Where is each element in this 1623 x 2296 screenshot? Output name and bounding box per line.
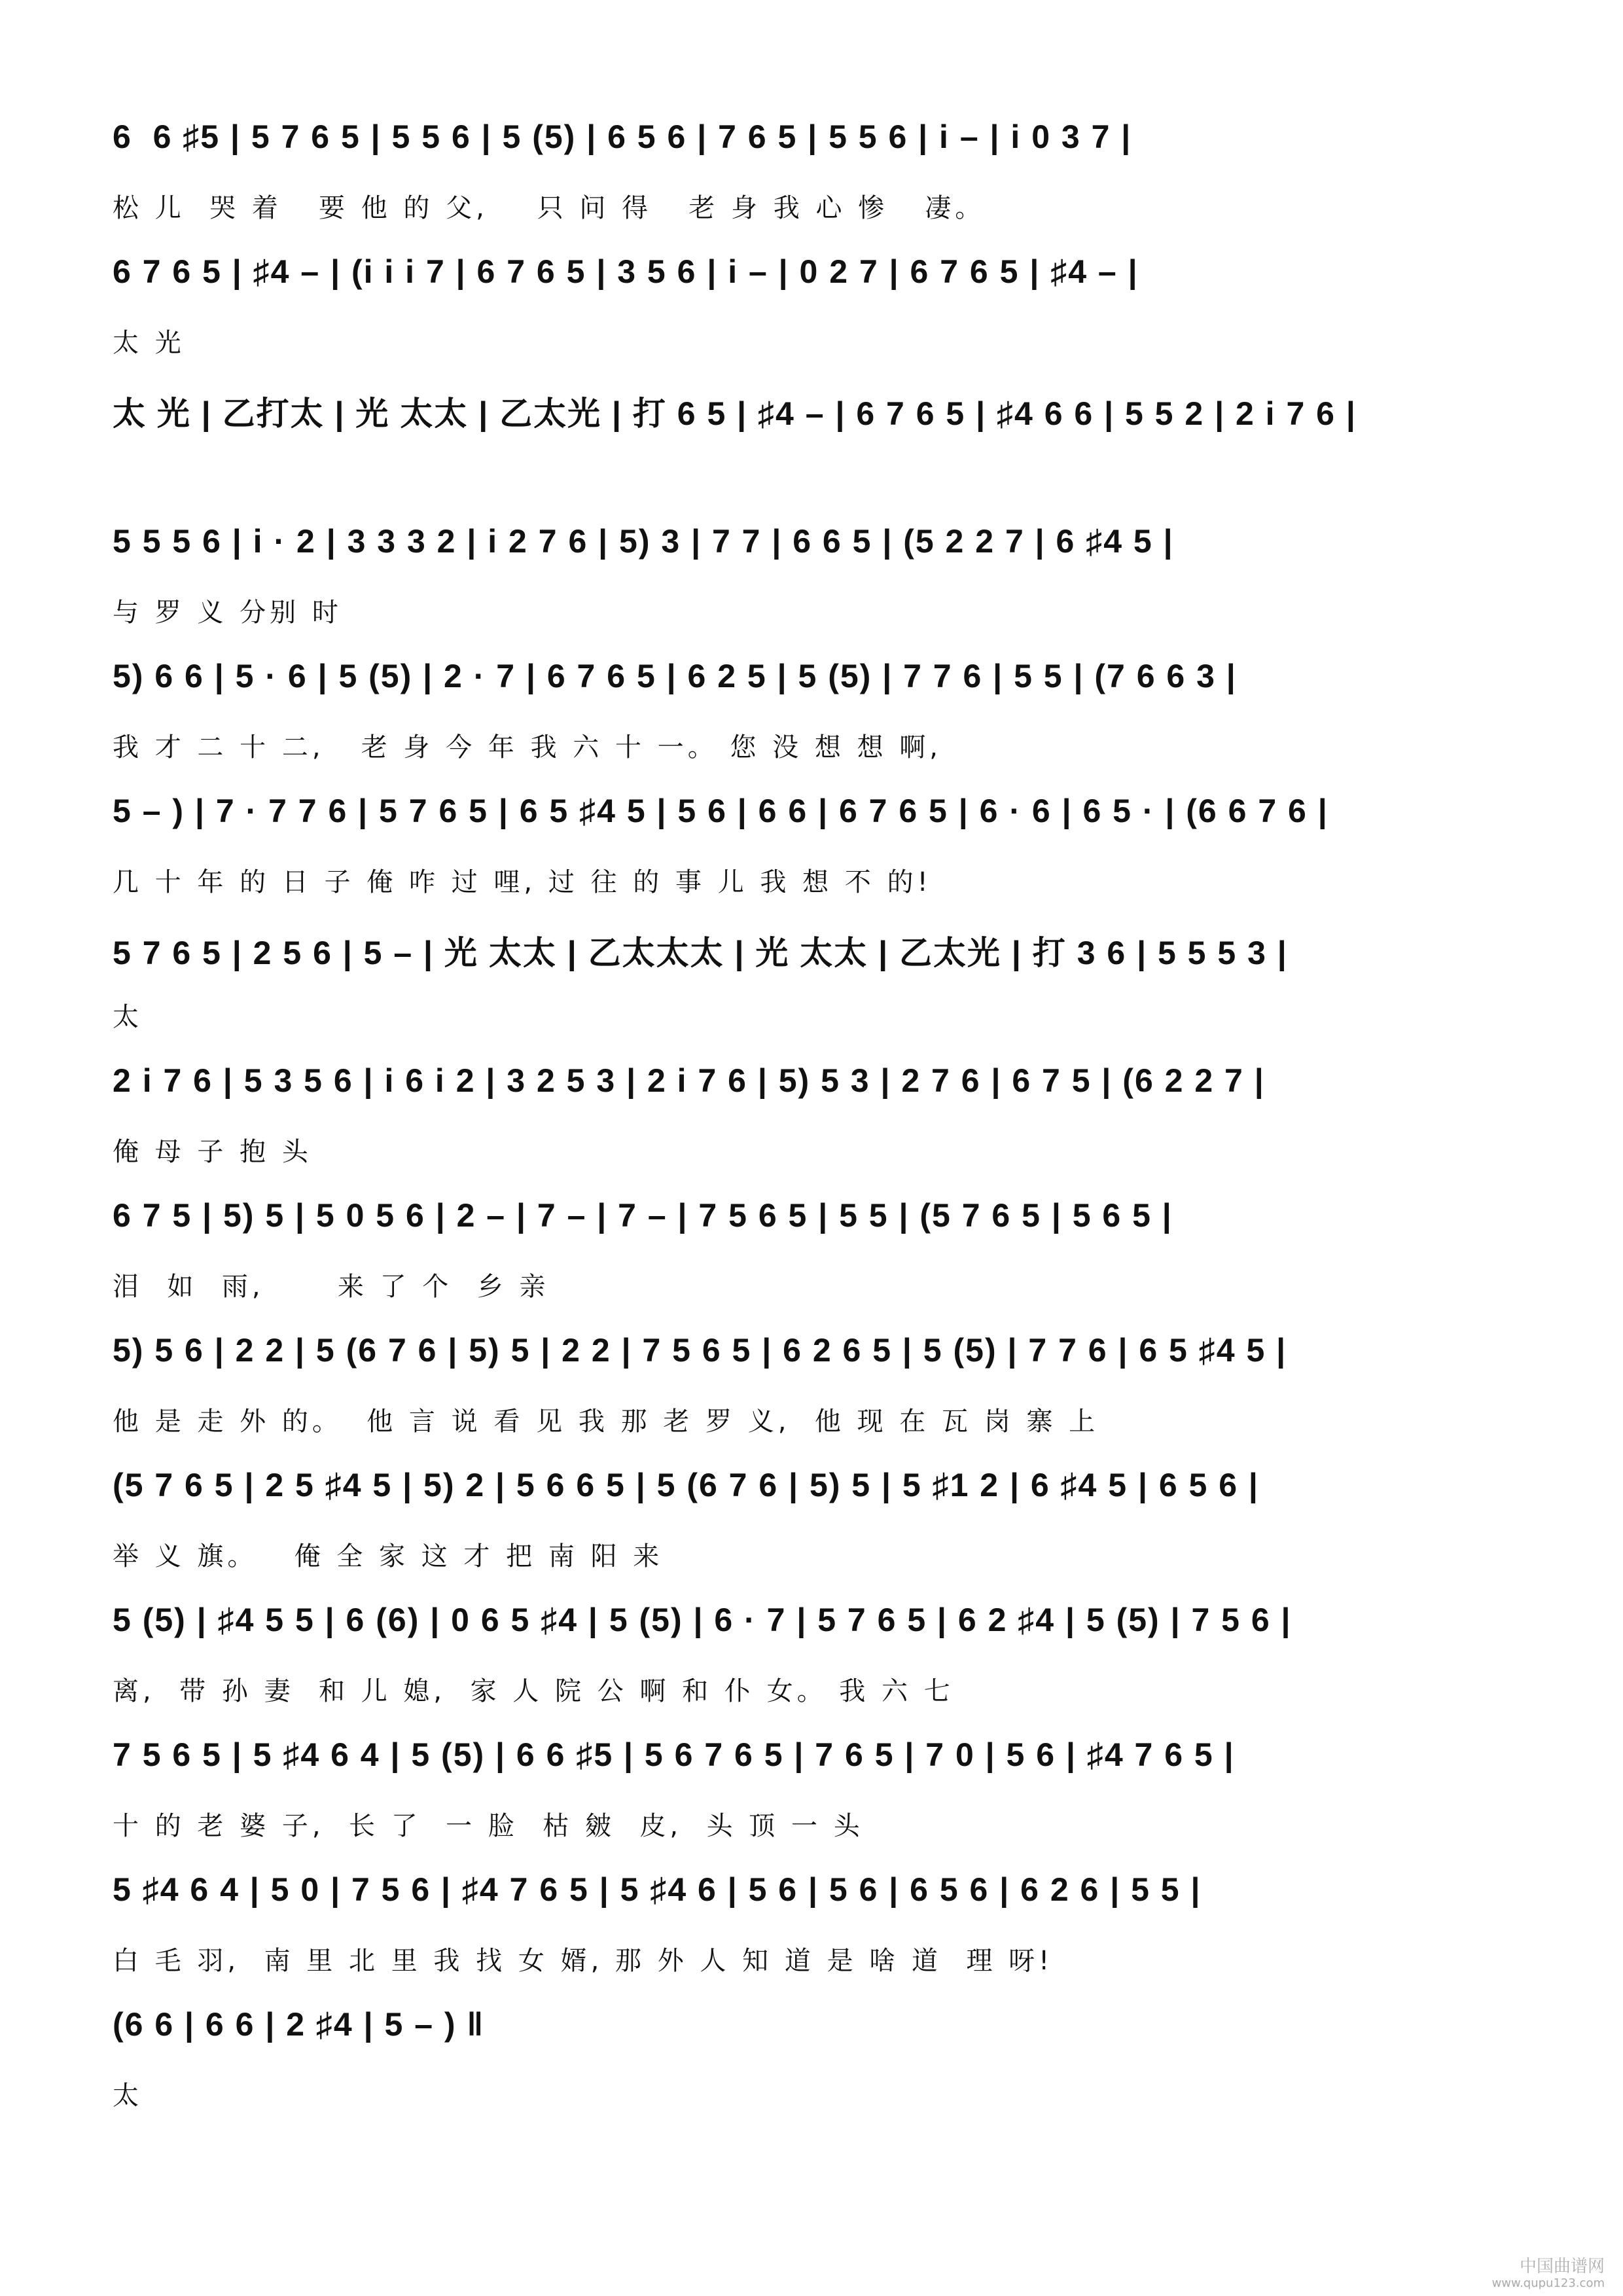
lyric-row: 十 的 老 婆 子, 长 了 一 脸 枯 皴 皮, 头 顶 一 头 <box>113 1811 864 1841</box>
lyric-row: 松 儿 哭 着 要 他 的 父, 只 问 得 老 身 我 心 惨 凄。 <box>113 193 986 223</box>
lyric-row: 几 十 年 的 日 子 俺 咋 过 哩, 过 往 的 事 儿 我 想 不 的! <box>113 867 932 897</box>
watermark-logo: 中国曲谱网 <box>1519 2257 1605 2276</box>
lyric-row: 我 才 二 十 二, 老 身 今 年 我 六 十 一。 您 没 想 想 啊, <box>113 732 942 762</box>
site-watermark <box>1492 2258 1605 2292</box>
notation-row: 5) 5 6 | 2 2 | 5 (6 7 6 | 5) 5 | 2 2 | 7 5 6 5 | 6 2 6 5 | 5 (5) | 7 7 6 | 6 5 ♯4 5 | <box>113 1332 1287 1369</box>
notation-row: 5 7 6 5 | 2 5 6 | 5 – | 光 太太 | 乙太太太 | 光 太太 | 乙太光 | 打 3 6 | 5 5 5 3 | <box>113 935 1288 971</box>
lyric-row: 离, 带 孙 妻 和 儿 媳, 家 人 院 公 啊 和 仆 女。 我 六 七 <box>113 1676 954 1706</box>
notation-row: 5) 6 6 | 5 · 6 | 5 (5) | 2 · 7 | 6 7 6 5 | 6 2 5 | 5 (5) | 7 7 6 | 5 5 | (7 6 6 3 | <box>113 658 1237 694</box>
lyric-row: 他 是 走 外 的。 他 言 说 看 见 我 那 老 罗 义, 他 现 在 瓦 岗 寨 上 <box>113 1407 1099 1437</box>
notation-row: 5 5 5 6 | i · 2 | 3 3 3 2 | i 2 7 6 | 5) 3 | 7 7 | 6 6 5 | (5 2 2 7 | 6 ♯4 5 | <box>113 523 1174 560</box>
notation-row: 5 – ) | 7 · 7 7 6 | 5 7 6 5 | 6 5 ♯4 5 | 5 6 | 6 6 | 6 7 6 5 | 6 · 6 | 6 5 · | (6 6 7 6 | <box>113 793 1329 829</box>
notation-row: 5 ♯4 6 4 | 5 0 | 7 5 6 | ♯4 7 6 5 | 5 ♯4 6 | 5 6 | 5 6 | 6 5 6 | 6 2 6 | 5 5 | <box>113 1871 1202 1908</box>
lyric-row: 太 光 <box>113 328 185 358</box>
lyric-row: 俺 母 子 抱 头 <box>113 1137 312 1167</box>
notation-row: 6 7 5 | 5) 5 | 5 0 5 6 | 2 – | 7 – | 7 – | 7 5 6 5 | 5 5 | (5 7 6 5 | 5 6 5 | <box>113 1197 1173 1234</box>
lyric-row: 白 毛 羽, 南 里 北 里 我 找 女 婿, 那 外 人 知 道 是 啥 道 理 呀! <box>113 1946 1054 1976</box>
notation-row: 6 7 6 5 | ♯4 – | (i i i 7 | 6 7 6 5 | 3 5 6 | i – | 0 2 7 | 6 7 6 5 | ♯4 – | <box>113 253 1139 290</box>
watermark-url: www.qupu123.com <box>1491 2276 1605 2290</box>
notation-row: (5 7 6 5 | 2 5 ♯4 5 | 5) 2 | 5 6 6 5 | 5 (6 7 6 | 5) 5 | 5 ♯1 2 | 6 ♯4 5 | 6 5 6 | <box>113 1467 1259 1503</box>
lyric-row: 与 罗 义 分别 时 <box>113 598 342 628</box>
notation-row: 7 5 6 5 | 5 ♯4 6 4 | 5 (5) | 6 6 ♯5 | 5 6 7 6 5 | 7 6 5 | 7 0 | 5 6 | ♯4 7 6 5 | <box>113 1736 1235 1773</box>
lyric-row: 太 <box>113 2081 143 2111</box>
lyric-row: 举 义 旗。 俺 全 家 这 才 把 南 阳 来 <box>113 1541 664 1571</box>
notation-row: 2 i 7 6 | 5 3 5 6 | i 6 i 2 | 3 2 5 3 | 2 i 7 6 | 5) 5 3 | 2 7 6 | 6 7 5 | (6 2 2 7 | <box>113 1062 1265 1099</box>
notation-row: 5 (5) | ♯4 5 5 | 6 (6) | 0 6 5 ♯4 | 5 (5) | 6 · 7 | 5 7 6 5 | 6 2 ♯4 | 5 (5) | 7 5 6 | <box>113 1602 1292 1638</box>
notation-row: (6 6 | 6 6 | 2 ♯4 | 5 – ) ‖ <box>113 2006 485 2043</box>
lyric-row: 泪 如 雨, 来 了 个 乡 亲 <box>113 1272 550 1302</box>
notation-row: 6 6 ♯5 | 5 7 6 5 | 5 5 6 | 5 (5) | 6 5 6 | 7 6 5 | 5 5 6 | i – | i 0 3 7 | <box>113 118 1132 155</box>
lyric-row: 太 <box>113 1002 143 1032</box>
notation-row: 太 光 | 乙打太 | 光 太太 | 乙太光 | 打 6 5 | ♯4 – | 6 7 6 5 | ♯4 6 6 | 5 5 2 | 2 i 7 6 | <box>113 395 1357 432</box>
